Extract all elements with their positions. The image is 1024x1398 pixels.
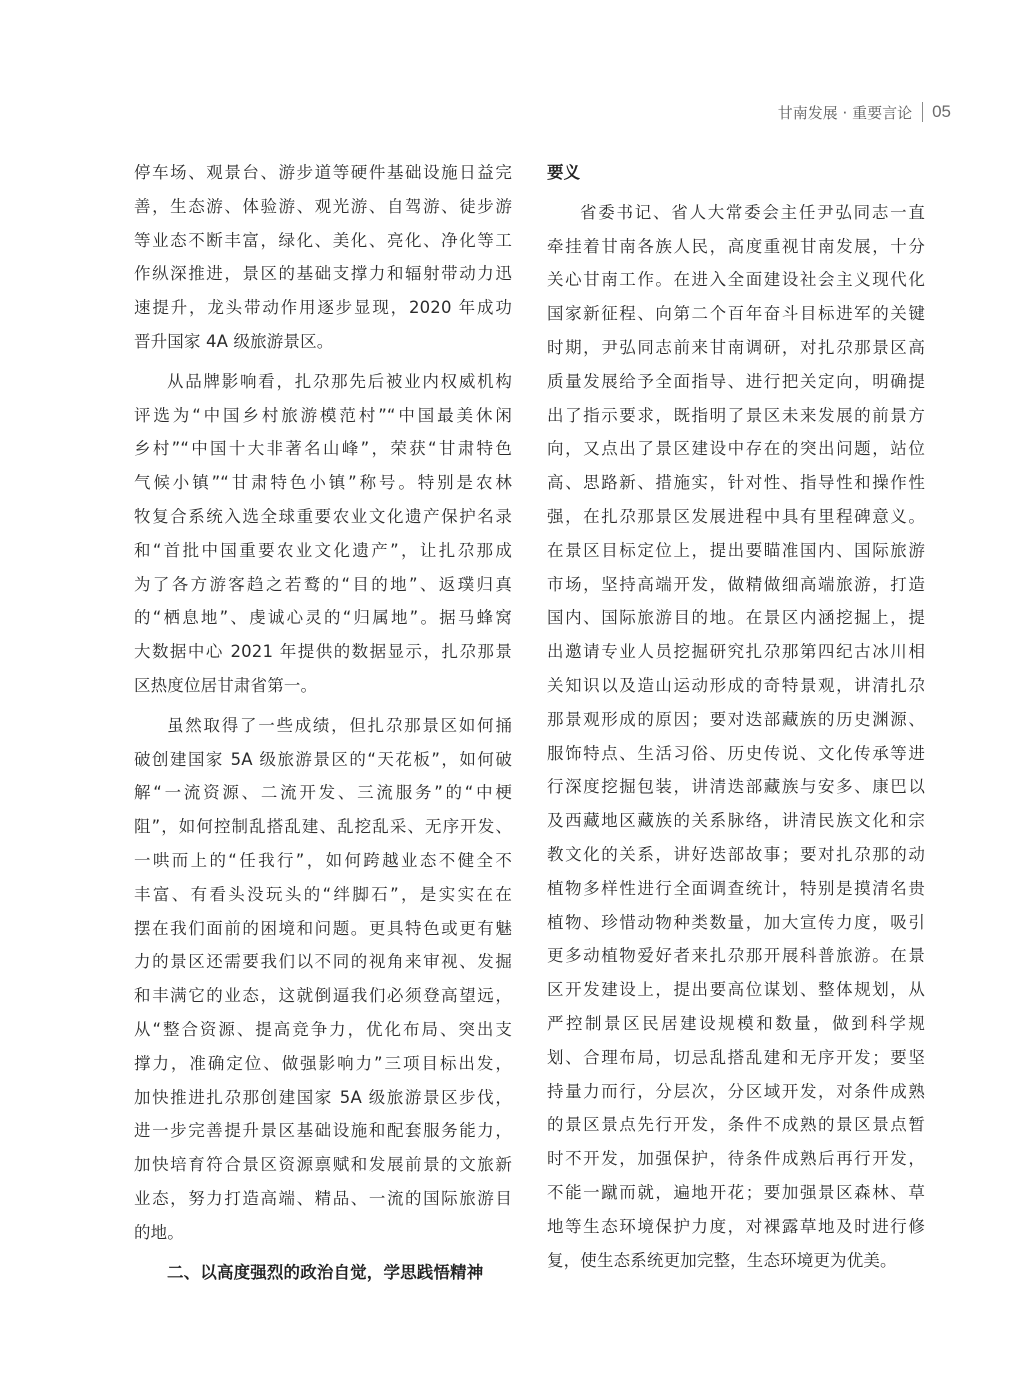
- text-line: 区开发建设上，提出要高位谋划、整体规划，从: [547, 980, 925, 1000]
- section-heading-2-continued: 要义: [547, 163, 581, 182]
- text-line: 停车场、观景台、游步道等硬件基础设施日益完: [134, 163, 512, 182]
- text-line: 为了各方游客趋之若鹜的“目的地”、返璞归真: [134, 574, 512, 594]
- text-line: 晋升国家 4A 级旅游景区。: [134, 331, 334, 351]
- text-line: 从品牌影响看，扎尕那先后被业内权威机构: [167, 371, 512, 391]
- text-line: 加快培育符合景区资源禀赋和发展前景的文旅新: [134, 1155, 512, 1175]
- paragraph-secretary-guidance: [547, 196, 925, 1278]
- running-header: [778, 101, 951, 123]
- text-line: 省委书记、省人大常委会主任尹弘同志一直: [580, 202, 925, 222]
- text-line: 撑力，准确定位、做强影响力”三项目标出发，: [134, 1053, 512, 1073]
- text-line: 虽然取得了一些成绩，但扎尕那景区如何捅: [167, 715, 512, 735]
- text-line: 进一步完善提升景区基础设施和配套服务能力，: [134, 1121, 512, 1141]
- text-line: 和丰满它的业态，这就倒逼我们必须登高望远，: [134, 986, 512, 1006]
- text-line: 划、合理布局，切忌乱搭乱建和无序开发；要坚: [547, 1047, 925, 1067]
- text-line: 强，在扎尕那景区发展进程中具有里程碑意义。: [547, 506, 925, 526]
- text-line: 更多动植物爱好者来扎尕那开展科普旅游。在景: [547, 946, 925, 966]
- text-line: 关心甘南工作。在进入全面建设社会主义现代化: [547, 270, 925, 290]
- text-line: 及西藏地区藏族的关系脉络，讲清民族文化和宗: [547, 811, 925, 831]
- text-line: 善，生态游、体验游、观光游、自驾游、徒步游: [134, 196, 512, 216]
- text-line: 教文化的关系，讲好迭部故事；要对扎尕那的动: [547, 844, 925, 864]
- text-line: 气候小镇”“甘肃特色小镇”称号。特别是农林: [134, 473, 512, 493]
- text-line: 丰富、有看头没玩头的“绊脚石”，是实实在在: [134, 884, 512, 904]
- right-column: [547, 156, 925, 1277]
- left-column: [134, 156, 512, 1289]
- section-heading-2: 二、以高度强烈的政治自觉，学思践悟精神: [167, 1262, 484, 1282]
- text-line: 严控制景区民居建设规模和数量，做到科学规: [547, 1013, 925, 1033]
- text-line: 摆在我们面前的困境和问题。更具特色或更有魅: [134, 918, 512, 938]
- text-line: 时期，尹弘同志前来甘南调研，对扎尕那景区高: [547, 337, 925, 357]
- text-line: 阻”，如何控制乱搭乱建、乱挖乱采、无序开发、: [134, 817, 512, 837]
- text-line: 那景观形成的原因；要对迭部藏族的历史渊源、: [547, 709, 925, 729]
- text-line: 关知识以及造山运动形成的奇特景观，讲清扎尕: [547, 675, 925, 695]
- text-line: 高、思路新、措施实，针对性、指导性和操作性: [547, 473, 925, 493]
- paragraph-infrastructure: [134, 156, 512, 359]
- page-number: 05: [932, 102, 951, 121]
- text-line: 的“栖息地”、虔诚心灵的“归属地”。据马蜂窝: [134, 608, 512, 628]
- section-title: 甘南发展 · 重要言论: [777, 103, 913, 122]
- text-line: 地等生态环境保护力度，对裸露草地及时进行修: [547, 1216, 925, 1236]
- text-line: 不能一蹴而就，遍地开花；要加强景区森林、草: [547, 1182, 925, 1202]
- text-line: 作纵深推进，景区的基础支撑力和辐射带动力迅: [134, 264, 512, 284]
- text-line: 区热度位居甘肃省第一。: [134, 675, 318, 695]
- text-line: 从“整合资源、提高竞争力，优化布局、突出支: [134, 1019, 512, 1039]
- text-line: 复，使生态系统更加完整，生态环境更为优美。: [547, 1250, 897, 1270]
- text-line: 市场，坚持高端开发，做精做细高端旅游，打造: [547, 574, 925, 594]
- paragraph-brand-influence: [134, 365, 512, 703]
- text-line: 持量力而行，分层次，分区域开发，对条件成熟: [547, 1081, 925, 1101]
- text-line: 加快推进扎尕那创建国家 5A 级旅游景区步伐，: [134, 1087, 512, 1107]
- text-line: 出了指示要求，既指明了景区未来发展的前景方: [547, 405, 925, 425]
- text-line: 国内、国际旅游目的地。在景区内涵挖掘上，提: [547, 608, 925, 628]
- text-line: 乡村”“中国十大非著名山峰”，荣获“甘肃特色: [134, 439, 512, 459]
- text-line: 力的景区还需要我们以不同的视角来审视、发掘: [134, 952, 512, 972]
- text-line: 向，又点出了景区建设中存在的突出问题，站位: [547, 439, 925, 459]
- text-line: 和“首批中国重要农业文化遗产”，让扎尕那成: [134, 540, 512, 560]
- text-line: 国家新征程、向第二个百年奋斗目标进军的关键: [547, 304, 925, 324]
- text-line: 服饰特点、生活习俗、历史传说、文化传承等进: [547, 743, 925, 763]
- text-line: 牧复合系统入选全球重要农业文化遗产保护名录: [134, 506, 512, 526]
- text-line: 的景区景点先行开发，条件不成熟的景区景点暂: [547, 1115, 925, 1135]
- text-line: 业态，努力打造高端、精品、一流的国际旅游目: [134, 1188, 512, 1208]
- text-line: 一哄而上的“任我行”，如何跨越业态不健全不: [134, 850, 512, 870]
- header-divider: [922, 102, 923, 122]
- text-line: 植物多样性进行全面调查统计，特别是摸清名贵: [547, 878, 925, 898]
- text-line: 牵挂着甘南各族人民，高度重视甘南发展，十分: [547, 236, 925, 256]
- text-line: 破创建国家 5A 级旅游景区的“天花板”，如何破: [134, 749, 512, 769]
- text-line: 植物、珍惜动物种类数量，加大宣传力度，吸引: [547, 912, 925, 932]
- paragraph-challenges: [134, 709, 512, 1250]
- text-line: 出邀请专业人员挖掘研究扎尕那第四纪古冰川相: [547, 642, 925, 662]
- text-line: 评选为“中国乡村旅游模范村”“中国最美休闲: [134, 405, 512, 425]
- text-line: 时不开发，加强保护，待条件成熟后再行开发，: [547, 1149, 925, 1169]
- text-line: 在景区目标定位上，提出要瞄准国内、国际旅游: [547, 540, 925, 560]
- text-line: 质量发展给予全面指导、进行把关定向，明确提: [547, 371, 925, 391]
- text-line: 等业态不断丰富，绿化、美化、亮化、净化等工: [134, 230, 512, 250]
- text-line: 的地。: [134, 1222, 184, 1242]
- text-line: 行深度挖掘包装，讲清迭部藏族与安多、康巴以: [547, 777, 925, 797]
- text-line: 大数据中心 2021 年提供的数据显示，扎尕那景: [134, 642, 512, 662]
- text-line: 解“一流资源、二流开发、三流服务”的“中梗: [134, 783, 512, 803]
- text-line: 速提升，龙头带动作用逐步显现，2020 年成功: [134, 298, 512, 318]
